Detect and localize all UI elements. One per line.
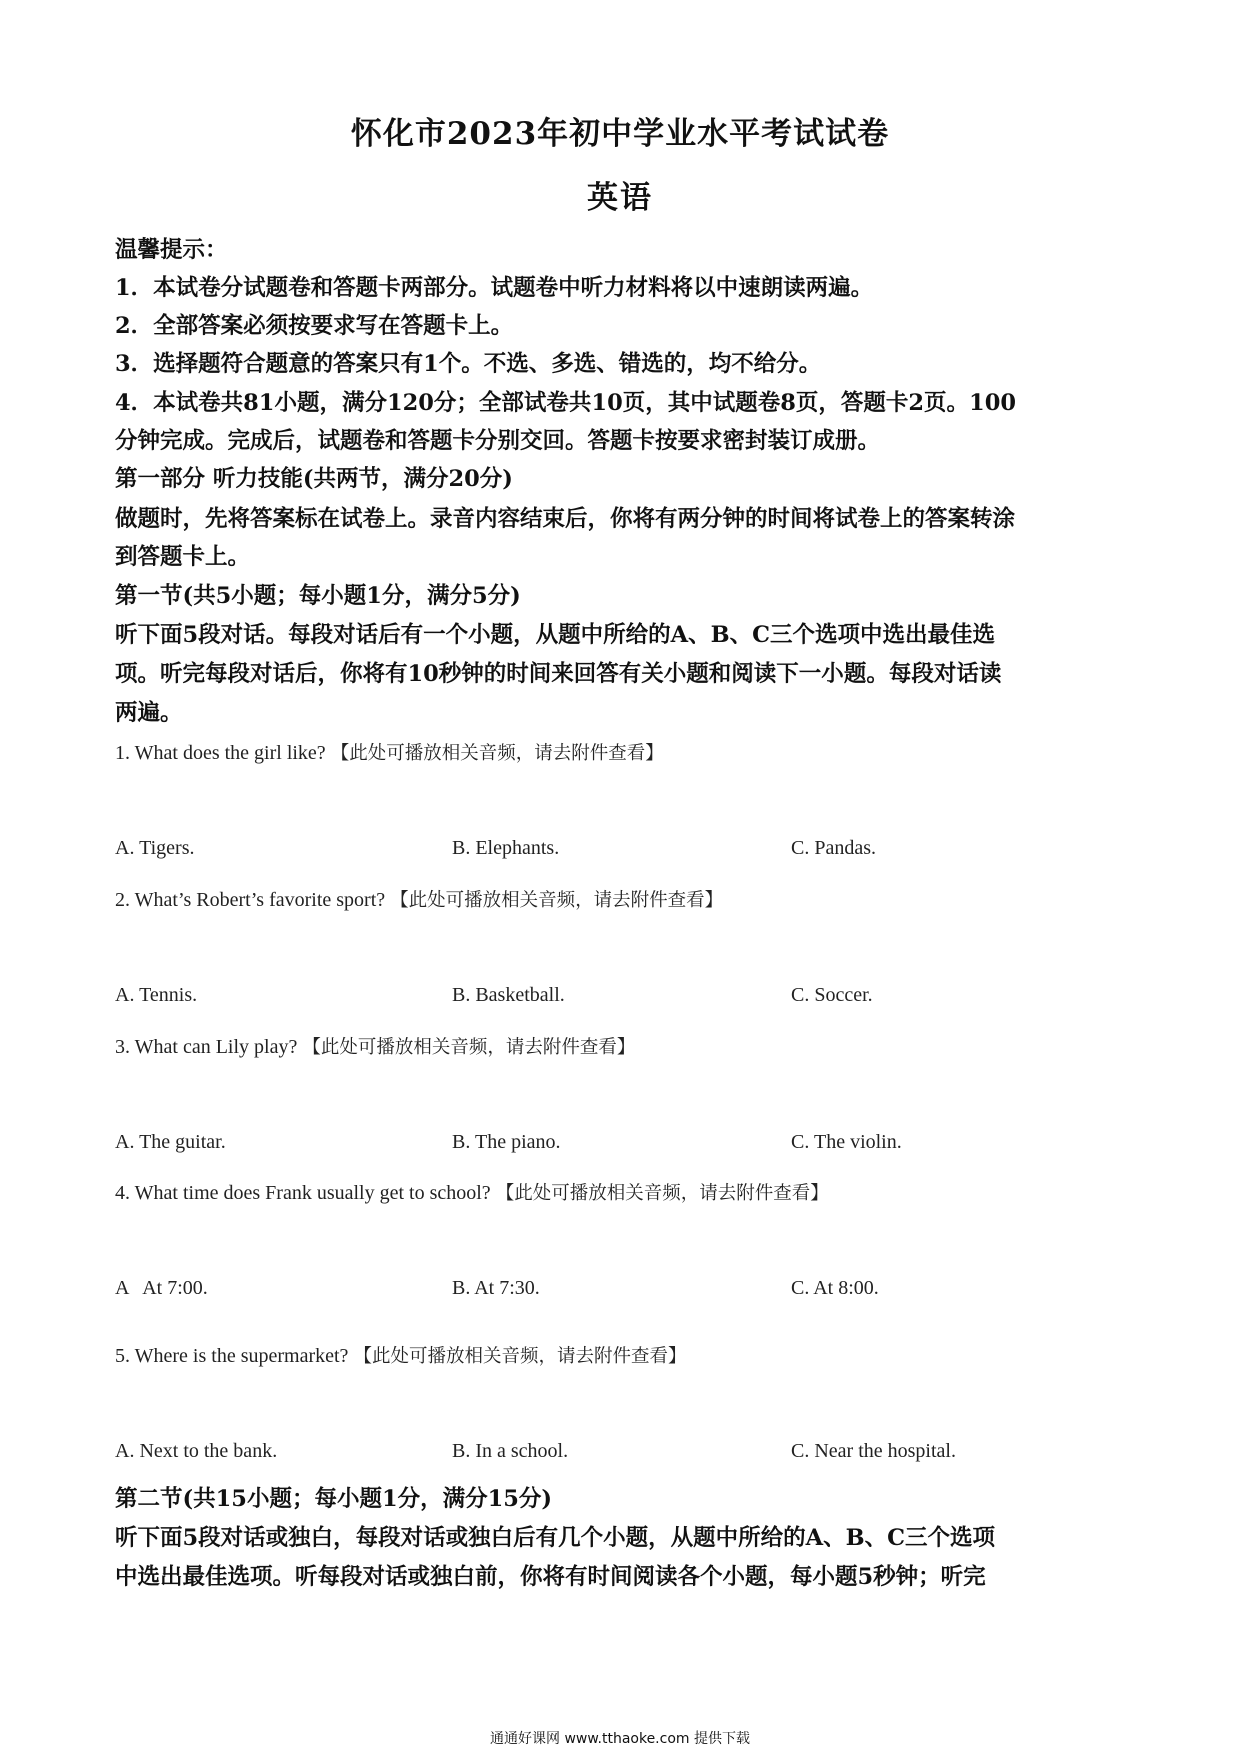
question-text: 4. What time does Frank usually get to school? — [115, 1182, 491, 1204]
footer-source: 通通好课网 www.tthaoke.com 提供下载 — [490, 1731, 750, 1747]
question-stem — [115, 1179, 829, 1205]
question-stem — [115, 1342, 686, 1368]
part1-instruction: 到答题卡上。 — [115, 544, 251, 570]
question-text: 5. Where is the supermarket? — [115, 1345, 349, 1367]
question-text: 3. What can Lily play? — [115, 1036, 298, 1058]
question-stem — [115, 1033, 635, 1059]
question-stem — [115, 886, 723, 912]
option-a: A. Next to the bank. — [115, 1440, 278, 1462]
option-b: B. The piano. — [452, 1131, 561, 1153]
option-a: A. Tigers. — [115, 837, 195, 859]
option-c: C. Soccer. — [791, 984, 873, 1006]
question-text: 2. What’s Robert’s favorite sport? — [115, 889, 386, 911]
audio-note: 【此处可播放相关音频，请去附件查看】 — [353, 1346, 687, 1367]
option-c: C. The violin. — [791, 1131, 902, 1153]
question-stem — [115, 739, 664, 765]
tips-heading: 温馨提示： — [115, 237, 228, 263]
section2-heading: 第二节(共15小题；每小题1分，满分15分) — [115, 1486, 553, 1512]
audio-note: 【此处可播放相关音频，请去附件查看】 — [330, 743, 664, 764]
section1-instruction: 两遍。 — [115, 700, 183, 726]
tip-line: 1．本试卷分试题卷和答题卡两部分。试题卷中听力材料将以中速朗读两遍。 — [115, 275, 874, 301]
option-c: C. At 8:00. — [791, 1277, 879, 1299]
section2-instruction: 中选出最佳选项。听每段对话或独白前，你将有时间阅读各个小题，每小题5秒钟；听完 — [115, 1564, 986, 1590]
tip-line: 2．全部答案必须按要求写在答题卡上。 — [115, 313, 514, 339]
option-b: B. At 7:30. — [452, 1277, 540, 1299]
part1-heading: 第一部分 听力技能(共两节，满分20分) — [115, 466, 513, 492]
audio-note: 【此处可播放相关音频，请去附件查看】 — [390, 890, 724, 911]
audio-note: 【此处可播放相关音频，请去附件查看】 — [495, 1183, 829, 1204]
option-a: A. Tennis. — [115, 984, 198, 1006]
option-b: B. Basketball. — [452, 984, 565, 1006]
section1-heading: 第一节(共5小题；每小题1分，满分5分) — [115, 583, 521, 609]
option-c: C. Pandas. — [791, 837, 876, 859]
option-b: B. Elephants. — [452, 837, 560, 859]
section2-instruction: 听下面5段对话或独白，每段对话或独白后有几个小题，从题中所给的A、B、C三个选项 — [115, 1525, 996, 1551]
section1-instruction: 听下面5段对话。每段对话后有一个小题，从题中所给的A、B、C三个选项中选出最佳选 — [115, 622, 996, 648]
option-a: A At 7:00. — [115, 1277, 208, 1299]
option-c: C. Near the hospital. — [791, 1440, 956, 1462]
part1-instruction: 做题时，先将答案标在试卷上。录音内容结束后，你将有两分钟的时间将试卷上的答案转涂 — [115, 506, 1016, 532]
tip-line: 3．选择题符合题意的答案只有1个。不选、多选、错选的，均不给分。 — [115, 351, 822, 377]
tip-line: 4．本试卷共81小题，满分120分；全部试卷共10页，其中试题卷8页，答题卡2页。100 — [115, 390, 1017, 416]
option-a: A. The guitar. — [115, 1131, 226, 1153]
exam-title: 怀化市2023年初中学业水平考试试卷 — [350, 116, 890, 152]
tip-line: 分钟完成。完成后，试题卷和答题卡分别交回。答题卡按要求密封装订成册。 — [115, 428, 881, 454]
audio-note: 【此处可播放相关音频，请去附件查看】 — [302, 1037, 636, 1058]
section1-instruction: 项。听完每段对话后，你将有10秒钟的时间来回答有关小题和阅读下一小题。每段对话读 — [115, 661, 1002, 687]
subject-title: 英语 — [587, 180, 653, 216]
option-b: B. In a school. — [452, 1440, 569, 1462]
question-text: 1. What does the girl like? — [115, 742, 326, 764]
